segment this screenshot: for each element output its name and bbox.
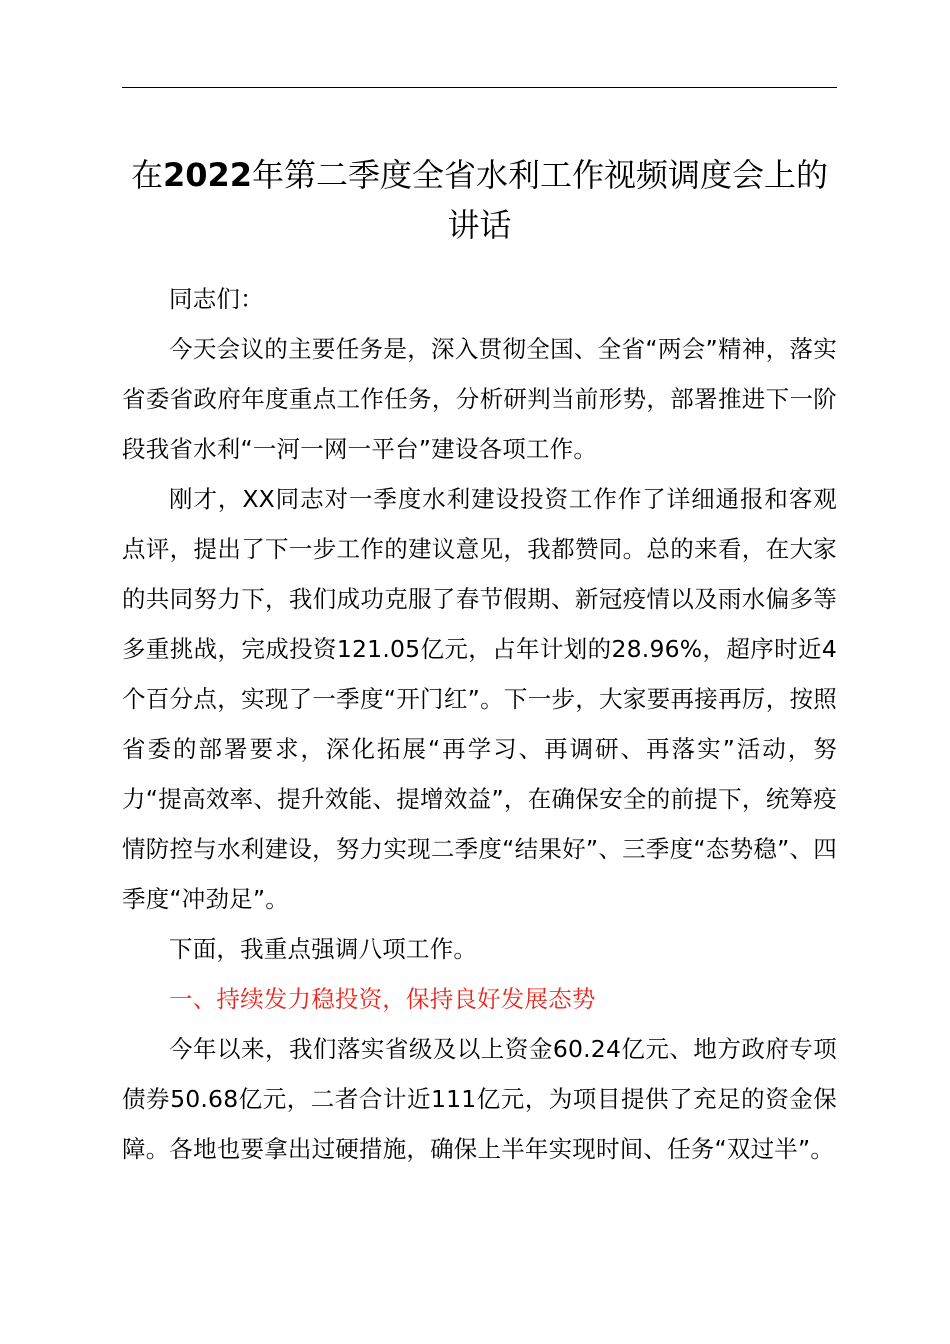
header-rule <box>122 87 837 88</box>
section-heading-1: 一、持续发力稳投资，保持良好发展态势 <box>169 985 596 1013</box>
paragraph-transition: 下面，我重点强调八项工作。 <box>169 935 478 963</box>
title-prefix: 在 <box>130 156 163 194</box>
title-year: 2022 <box>162 156 253 194</box>
salutation: 同志们： <box>169 285 264 313</box>
title-suffix: 年第二季度全省水利工作视频调度会上的讲话 <box>252 156 829 244</box>
section-1-paragraph: 今年以来，我们落实省级及以上资金60.24亿元、地方政府专项债券50.68亿元，二者合计近111亿元，为项目提供了充足的资金保障。各地也要拿出过硬措施，确保上半年实现时间、任务“双过半”。 <box>122 1035 837 1163</box>
document-title <box>122 150 837 250</box>
paragraph-intro: 今天会议的主要任务是，深入贯彻全国、全省“两会”精神，落实省委省政府年度重点工作任务，分析研判当前形势，部署推进下一阶段我省水利“一河一网一平台”建设各项工作。 <box>122 335 837 463</box>
document-body <box>122 274 837 1174</box>
paragraph-review: 刚才，XX同志对一季度水利建设投资工作作了详细通报和客观点评，提出了下一步工作的建议意见，我都赞同。总的来看，在大家的共同努力下，我们成功克服了春节假期、新冠疫情以及雨水偏多等多重挑战，完成投资121.05亿元，占年计划的28.96%，超序时近4个百分点，实现了一季度“开门红”。下一步，大家要再接再厉，按照省委的部署要求，深化拓展“再学习、再调研、再落实”活动，努力“提高效率、提升效能、提增效益”，在确保安全的前提下，统筹疫情防控与水利建设，努力实现二季度“结果好”、三季度“态势稳”、四季度“冲劲足”。 <box>122 485 837 913</box>
